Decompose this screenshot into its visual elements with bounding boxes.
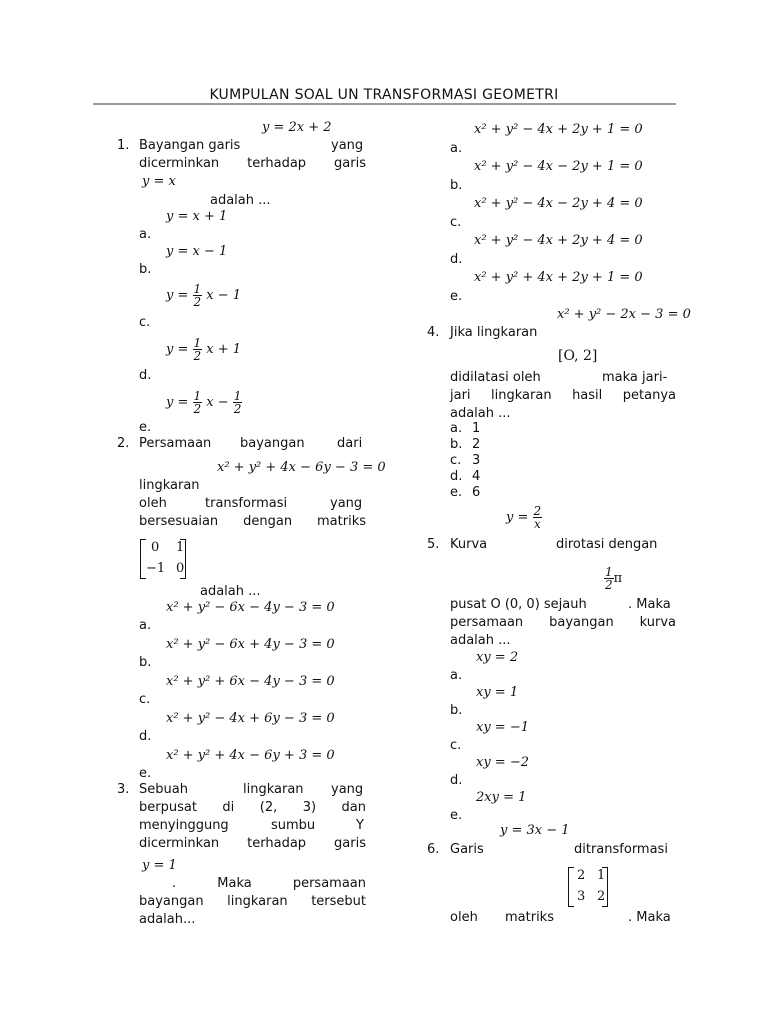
q2-option-c: x² + y² + 6x − 4y − 3 = 0 — [166, 674, 335, 689]
q3-text-2: berpusat di (2, 3) dan — [139, 800, 366, 815]
q3-letter-d: d. — [450, 252, 463, 267]
q2-option-a: x² + y² − 6x − 4y − 3 = 0 — [166, 600, 335, 615]
q6-equation: y = 3x − 1 — [500, 823, 570, 838]
q1-option-c: y = $\frac{1}{2}$ x − 1 — [166, 282, 242, 309]
q6-number: 6. — [427, 842, 440, 857]
q2-text-2: lingkaran — [139, 478, 200, 493]
q5-equation: y = $\frac{2}{x}$ — [506, 504, 542, 531]
q6-text-1b: ditransformasi — [574, 842, 668, 857]
q4-option-d: 4 — [472, 469, 481, 484]
q5-text-3: persamaan bayangan kurva — [450, 615, 676, 630]
q3-text-1a: Sebuah — [139, 782, 188, 797]
q1-letter-d: d. — [139, 368, 152, 383]
q6-text-2b: matriks — [505, 910, 554, 925]
q2-text-3c: yang — [330, 496, 363, 511]
q1-text-2: dicerminkan terhadap garis — [139, 156, 366, 171]
q4-option-b: 2 — [472, 437, 481, 452]
q6-text-1a: Garis — [450, 842, 484, 857]
q1-letter-b: b. — [139, 262, 152, 277]
q1-number: 1. — [117, 138, 130, 153]
q1-text-1a: Bayangan garis — [139, 138, 241, 153]
q6-matrix: 2 1 3 2 — [568, 867, 608, 907]
q3-option-a: x² + y² − 4x + 2y + 1 = 0 — [474, 122, 643, 137]
q4-text-2a: didilatasi oleh — [450, 370, 541, 385]
q3-text-3b: sumbu — [271, 818, 316, 833]
q2-text-3b: transformasi — [205, 496, 288, 511]
q1-text-1b: yang — [331, 138, 364, 153]
q3-text-3a: menyinggung — [139, 818, 229, 833]
q2-text-1c: dari — [337, 436, 363, 451]
q1-letter-c: c. — [139, 315, 151, 330]
q4-letter-e: e. — [450, 485, 463, 500]
q2-text-1a: Persamaan — [139, 436, 212, 451]
q3-text-6: bayangan lingkaran tersebut — [139, 894, 366, 909]
q3-text-1c: yang — [331, 782, 364, 797]
q4-letter-b: b. — [450, 437, 463, 452]
q5-text-2a: pusat O (0, 0) sejauh — [450, 597, 587, 612]
q4-equation: x² + y² − 2x − 3 = 0 — [557, 307, 691, 322]
q2-option-e: x² + y² + 4x − 6y + 3 = 0 — [166, 748, 335, 763]
q4-text-1: Jika lingkaran — [450, 325, 538, 340]
q3-option-b: x² + y² − 4x − 2y + 1 = 0 — [474, 159, 643, 174]
q3-option-c: x² + y² − 4x − 2y + 4 = 0 — [474, 196, 643, 211]
q4-number: 4. — [427, 325, 440, 340]
q5-letter-c: c. — [450, 738, 462, 753]
q3-text-5: . Maka persamaan — [172, 876, 366, 891]
q2-letter-b: b. — [139, 655, 152, 670]
page-title: KUMPULAN SOAL UN TRANSFORMASI GEOMETRI — [209, 87, 559, 103]
q2-matrix: 0 1 −1 0 — [140, 539, 186, 579]
q6-text-2c: . Maka — [628, 910, 671, 925]
q3-option-d: x² + y² − 4x + 2y + 4 = 0 — [474, 233, 643, 248]
q1-equation: y = 2x + 2 — [262, 120, 332, 135]
q5-text-1b: dirotasi dengan — [556, 537, 658, 552]
q5-text-2b: . Maka — [628, 597, 671, 612]
q3-text-3c: Y — [356, 818, 364, 833]
q3-text-4: dicerminkan terhadap garis — [139, 836, 366, 851]
q1-equation-2: y = x — [142, 174, 176, 189]
q2-text-3a: oleh — [139, 496, 167, 511]
q4-interval: [O, 2] — [558, 348, 598, 364]
q5-number: 5. — [427, 537, 440, 552]
q2-letter-a: a. — [139, 618, 152, 633]
q2-option-d: x² + y² − 4x + 6y − 3 = 0 — [166, 711, 335, 726]
q3-option-e: x² + y² + 4x + 2y + 1 = 0 — [474, 270, 643, 285]
q3-letter-e: e. — [450, 289, 463, 304]
q4-text-2b: maka jari- — [602, 370, 668, 385]
q5-option-a: xy = 2 — [476, 650, 519, 665]
q5-letter-e: e. — [450, 808, 463, 823]
q4-option-e: 6 — [472, 485, 481, 500]
q2-text-4: bersesuaian dengan matriks — [139, 514, 366, 529]
q3-letter-b: b. — [450, 178, 463, 193]
q3-text-7: adalah... — [139, 912, 196, 927]
q1-letter-a: a. — [139, 227, 152, 242]
q4-text-3: jari lingkaran hasil petanya — [450, 388, 676, 403]
q4-option-c: 3 — [472, 453, 481, 468]
q4-option-a: 1 — [472, 421, 481, 436]
q5-option-e: 2xy = 1 — [476, 790, 527, 805]
q5-option-b: xy = 1 — [476, 685, 519, 700]
title-divider — [93, 103, 676, 105]
q4-text-4: adalah ... — [450, 406, 511, 421]
q5-option-c: xy = −1 — [476, 720, 529, 735]
q4-letter-a: a. — [450, 421, 463, 436]
q4-letter-d: d. — [450, 469, 463, 484]
q5-text-4: adalah ... — [450, 633, 511, 648]
q2-equation: x² + y² + 4x − 6y − 3 = 0 — [217, 460, 386, 475]
q3-letter-c: c. — [450, 215, 462, 230]
q5-letter-a: a. — [450, 668, 463, 683]
q4-letter-c: c. — [450, 453, 462, 468]
q1-letter-e: e. — [139, 420, 152, 435]
q1-option-a: y = x + 1 — [166, 209, 228, 224]
q1-option-d: y = $\frac{1}{2}$ x + 1 — [166, 336, 242, 363]
q2-letter-e: e. — [139, 766, 152, 781]
q2-number: 2. — [117, 436, 130, 451]
q5-letter-d: d. — [450, 773, 463, 788]
q1-tail: adalah ... — [210, 193, 271, 208]
q3-number: 3. — [117, 782, 130, 797]
q3-equation: y = 1 — [142, 858, 177, 873]
q2-letter-d: d. — [139, 729, 152, 744]
q5-option-d: xy = −2 — [476, 755, 529, 770]
q3-letter-a: a. — [450, 141, 463, 156]
q5-letter-b: b. — [450, 703, 463, 718]
q2-letter-c: c. — [139, 692, 151, 707]
q2-text-1b: bayangan — [240, 436, 305, 451]
q6-text-2a: oleh — [450, 910, 478, 925]
q2-tail: adalah ... — [200, 584, 261, 599]
q5-text-1a: Kurva — [450, 537, 488, 552]
q1-option-b: y = x − 1 — [166, 244, 228, 259]
q1-option-e: y = $\frac{1}{2}$ x − $\frac{1}{2}$ — [166, 389, 242, 416]
q5-angle: $\frac{1}{2}$ π — [605, 565, 623, 592]
q2-option-b: x² + y² − 6x + 4y − 3 = 0 — [166, 637, 335, 652]
q3-text-1b: lingkaran — [243, 782, 304, 797]
